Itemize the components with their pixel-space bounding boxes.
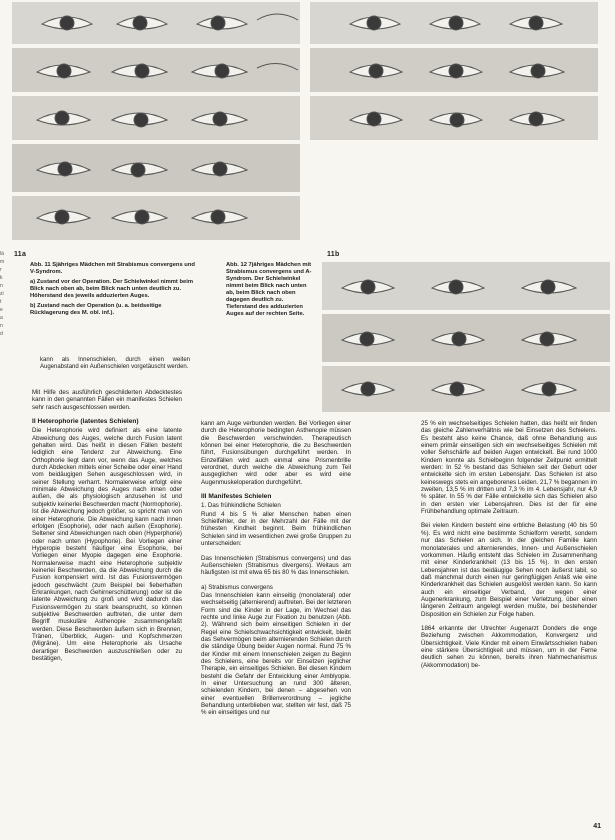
edge-fragment: r	[0, 267, 2, 273]
paragraph: Das Innenschielen (Strabismus convergens) und das Außenschielen (Strabismus divergens). Weitaus am häufigsten ist mit etwa 65 bis 80 % das Innenschielen.	[201, 554, 351, 577]
figure-12-caption-text: Abb. 12 7jähriges Mädchen mit Strabismus convergens und A-Syndrom. Der Schielwinkel nimmt beim Blick nach unten ab, beim Blick nach oben dagegen deutlich zu. Tieferstand des adduzierten Auges auf der rechten Seite.	[226, 262, 312, 317]
edge-fragment: d	[0, 331, 3, 337]
figure-11-caption	[30, 262, 200, 320]
figure-11a-eye-photos	[10, 0, 300, 248]
subsection-heading: 1. Das frühkindliche Schielen	[201, 502, 281, 510]
paragraph: Das Innenschielen kann einseitig (monolateral) oder wechselseitig (alternierend) auftreten. Bei der letzteren Form sind die Kinder in der Lage, im Wechsel das rechte und linke Auge zur Fixation zu benutzen (Abb. 2). Während sich beim einseitigen Schielen in der Regel eine Schielschwachsichtigkeit entwickelt, bleibt das Sehvermögen beim alternierenden Schielen durch die ständige Übung beider Augen normal. Rund 75 % der Kinder mit einem Innenschielen zeigen zu Beginn des Schielens, eine bereits vor Einsetzen jeglicher Therapie, ein einseitiges Schielen. Bei diesen Kindern besteht die Gefahr der Entwicklung einer Amblyopie. In einer Untersuchung an rund 300 älteren, schielenden Kindern, bei denen – abgesehen von einer eventuellen Brillenverordnung – jegliche Behandlung unterblieben war, stellten wir fest, daß 75 % ein einseitiges und nur	[201, 591, 351, 717]
figure-11b-eye-photos	[310, 0, 600, 248]
page-number: 41	[593, 823, 601, 830]
paragraph: Die Heterophorie wird definiert als eine latente Abweichung des Auges, welche durch Fusion latent gehalten wird. Das heißt in diesen Fällen besteht lediglich eine Tendenz zur Abweichung. Eine Orthophorie liegt dann vor, wenn das Auge, welches durch Abdecken mittels einer Scheibe oder einer Hand vom beidäugigen Sehen ausgeschlossen wird, in seiner Stellung verharrt. Normalerweise erfolgt eine minimale Abweichung des Auges nach innen oder außen, die als physiologisch anzusehen ist und subjektiv keinerlei Beschwerden macht (Normophorie). Ist die Abweichung jedoch größer, so spricht man von einer Heterophorie. Die Abweichung kann nach innen erfolgen (Esophorie), oder nach außen (Exophorie). Seltener sind Abweichungen nach oben (Hyperphorie) oder nach unten (Hypophorie). Bei Vorliegen einer Hyperopie besteht häufiger eine Esophorie, bei Vorliegen einer Myopie dagegen eine Exophorie. Normalerweise macht eine Heterophorie subjektiv keinerlei Beschwerden, da die Abweichung durch die Fusion kompensiert wird. Ist das Fusionsvermögen jedoch geschwächt (zum Beispiel bei fieberhaften Erkrankungen, nach Gehirnerschütterung) oder ist die latente Abweichung zu groß und wird dadurch das Fusionsvermögen zu stark beansprucht, so können subjektive Beschwerden auftreten, die unter dem Begriff muskuläre Asthenopie zusammengefaßt werden. Diese Beschwerden äußern sich in Brennen, Tränen, Überblick, Augen- und Kopfschmerzen (Migräne). Um eine Heterophorie als Ursache derartiger Beschwerden auszuschließen oder zu bestätigen,	[32, 427, 182, 663]
edge-fragment: e	[0, 307, 3, 313]
figure-11-caption-a: a) Zustand vor der Operation. Der Schielwinkel nimmt beim Blick nach oben ab, beim Blick nach unten deutlich zu. Höherstand des jeweils adduzierten Auges.	[30, 279, 193, 299]
column-2	[201, 420, 351, 724]
column-1	[32, 389, 182, 669]
edge-fragment: k	[0, 275, 3, 281]
figure-label-11b: 11b	[327, 251, 340, 258]
paragraph: kann am Auge verbunden werden. Bei Vorliegen einer durch die Heterophorie bedingten Asthenopie müssen die Beschwerden verschwinden. Therapeutisch können bei einer Heterophorie, die zu Beschwerden führt, Fusionsübungen durchgeführt werden. In Einzelfällen wird auch einmal eine Prismenbrille verordnet, durch welche die Abweichung zum Teil ausgeglichen wird oder aber es wird eine Augenmuskeloperation durchgeführt.	[201, 420, 351, 486]
figure-12-caption	[226, 262, 314, 318]
figure-11b-lower-photos	[322, 262, 610, 414]
eye-photo-row	[12, 2, 300, 44]
figure-11a-photos	[10, 0, 300, 248]
edge-fragment: m	[0, 259, 5, 265]
subsection-heading: a) Strabismus convergens	[201, 583, 273, 591]
column-1-intro	[40, 357, 190, 379]
edge-fragment: lä	[0, 251, 4, 257]
paragraph: 25 % ein wechselseitiges Schielen hatten, das heißt wir finden das gleiche Zahlenverhältnis wie bei Einsetzen des Schielens. Es besteht also keine Chance, daß ohne Behandlung aus einem primär einseitigen sich ein wechselseitiges Schielen mit voller Sehschärfe auf beiden Augen entwickelt. Bei rund 1000 Kindern konnte als Schielbeginn folgender Zeitpunkt ermittelt werden: In 52 % bestand das Schielen seit der Geburt oder entwickelte sich im ersten Lebensjahr. Das Schielen ist also keineswegs stets ein angeborenes Leiden. 21,7 % begannen im zweiten, 13,5 % im dritten und 7,3 % im 4. Lebensjahr, nur 4,9 % später. In 55 % der Fälle entwickelte sich das Schielen also in den ersten vier Lebensjahren. Dies ist der für eine Frühbehandlung optimale Zeitraum.	[421, 420, 597, 516]
figure-11-caption-title: Abb. 11 Sjähriges Mädchen mit Strabismus convergens und V-Syndrom.	[30, 262, 195, 275]
adjacent-page-edge	[0, 250, 12, 840]
eye-photo-grid	[10, 0, 610, 248]
figure-11-caption-b: b) Zustand nach der Operation (u. a. beidseitige Rücklagerung des M. obl. inf.).	[30, 303, 162, 316]
section-heading: II Heterophorie (latentes Schielen)	[32, 418, 139, 426]
figure-label-11a: 11a	[14, 251, 27, 258]
edge-fragment: a	[0, 315, 3, 321]
edge-fragment: n	[0, 323, 3, 329]
edge-fragment: t	[0, 299, 2, 305]
paragraph: 1864 erkannte der Utrechter Augenarzt Donders die enge Beziehung zwischen Akkommodation, Konvergenz und Übersichtigkeit. Viele Kinder mit einem Einwärtsschielen haben eine stärkere Übersichtigkeit und müssen, um in der Ferne deutlich sehen zu können, bereits ihren Nahmechanismus (Akkommodation) be-	[421, 624, 597, 669]
section-heading: III Manifestes Schielen	[201, 493, 272, 501]
edge-fragment: zi	[0, 291, 4, 297]
column-3	[421, 420, 597, 676]
paragraph: kann als Innenschielen, durch einen weiten Augenabstand ein Außenschielen vorgetäuscht werden.	[40, 357, 190, 371]
paragraph: Bei vielen Kindern besteht eine erbliche Belastung (40 bis 50 %). Es wird nicht eine bestimmte Schielform vererbt, sondern nur das Schielen an sich. In der gleichen Familie kann monolaterales und alternierendes, Innen- und Außenschielen vorkommen. Häufig entsteht das Schielen im Zusammenhang mit einer Kinderkrankheit (13 bis 15 %). In den ersten Lebensjahren ist das beidäugige Sehen noch äußerst labil, so daß manchmal durch einen nur geringfügigen Anlaß wie eine Kinderkrankheit das Schielen ausgelöst werden kann. So kann auch ein einseitiger Verband, der wegen einer Augenerkrankung, zum Beispiel einer Verletzung, über einen längeren Zeitraum angelegt werden mußte, bei bestehender Disposition ein Schielen zur Folge haben.	[421, 522, 597, 618]
figure-11b-photos	[310, 0, 600, 248]
paragraph: Rund 4 bis 5 % aller Menschen haben einen Schielfehler, der in der Mehrzahl der Fälle mit der frühesten Kindheit beginnt. Beim frühkindlichen Schielen sind im wesentlichen zwei große Gruppen zu unterscheiden:	[201, 510, 351, 548]
edge-fragment: n	[0, 283, 3, 289]
paragraph: Mit Hilfe des ausführlich geschilderten Abdecktestes kann in den genannten Fällen ein manifestes Schielen sehr rasch ausgeschlossen werden.	[32, 389, 182, 411]
